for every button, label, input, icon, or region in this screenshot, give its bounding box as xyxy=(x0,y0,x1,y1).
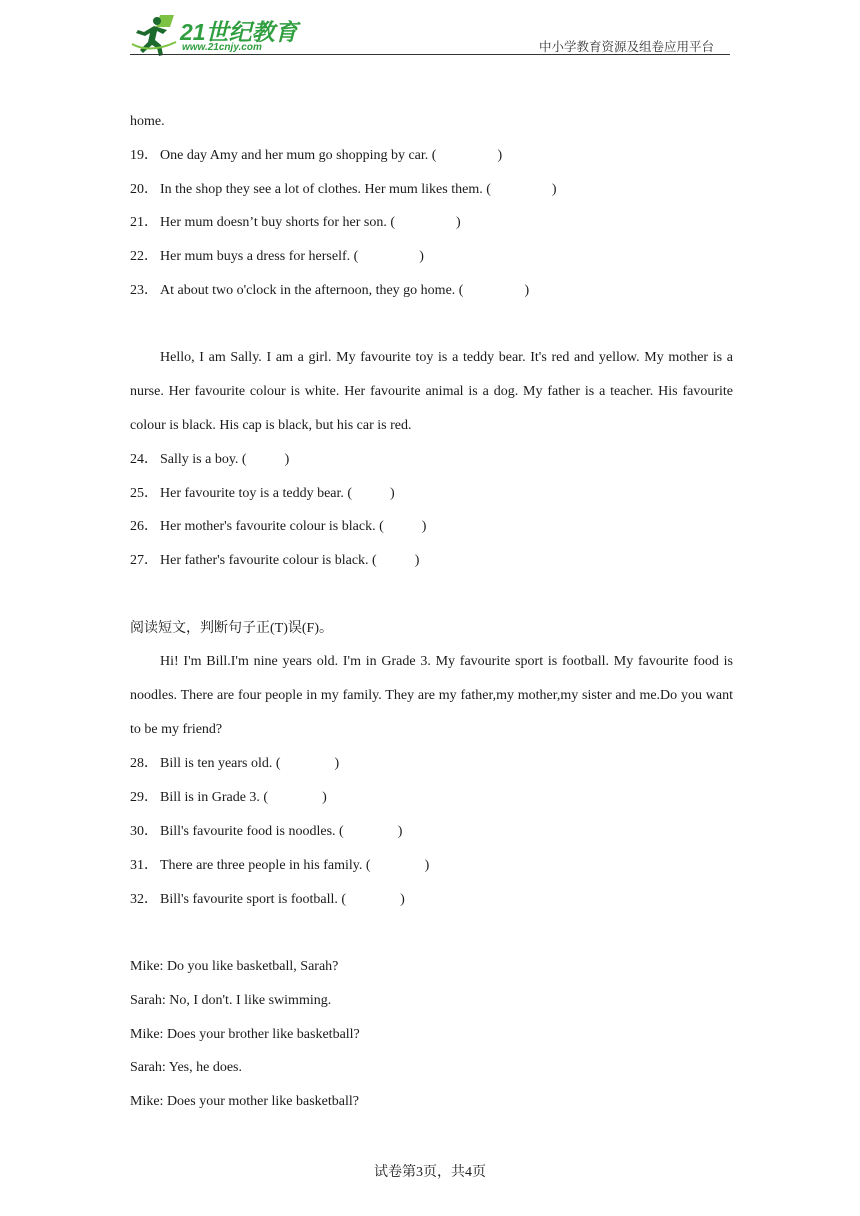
reading-passage-sally xyxy=(130,341,733,443)
passage-continuation: home. xyxy=(130,114,165,129)
paren-close: ) xyxy=(551,182,557,197)
question-text: Sally is a boy. ( xyxy=(160,452,247,467)
question-28 xyxy=(130,755,339,773)
question-text: At about two o'clock in the afternoon, they go home. ( xyxy=(160,283,464,298)
paren-close: ) xyxy=(421,519,427,534)
question-number: 23． xyxy=(130,283,158,298)
question-text: Bill is in Grade 3. ( xyxy=(160,790,269,805)
question-25 xyxy=(130,485,395,503)
page-footer: 试卷第3页，共4页 xyxy=(374,1165,486,1180)
question-number: 30． xyxy=(130,824,158,839)
question-text: Bill's favourite food is noodles. ( xyxy=(160,824,344,839)
question-text: One day Amy and her mum go shopping by car. ( xyxy=(160,148,437,163)
dialogue-line: Sarah: No, I don't. I like swimming. xyxy=(130,993,332,1008)
paren-close: ) xyxy=(456,215,461,230)
question-27 xyxy=(130,552,419,570)
question-number: 24． xyxy=(130,452,158,467)
question-24 xyxy=(130,451,289,469)
question-30 xyxy=(130,823,402,841)
dialogue-line: Mike: Does your brother like basketball? xyxy=(130,1027,360,1042)
question-text: Her mum buys a dress for herself. ( xyxy=(160,249,359,264)
dialogue-line: Mike: Does your mother like basketball? xyxy=(130,1094,359,1109)
passage-text: Hello, I am Sally. I am a girl. My favourite toy is a teddy bear. It's red and yellow. My mother is a nurse. Her favourite colour is white. Her favourite animal is a dog. My father is a teacher. His favourite colour is black. His cap is black, but his car is red. xyxy=(130,350,733,433)
question-text: Bill's favourite sport is football. ( xyxy=(160,892,347,907)
question-26 xyxy=(130,518,426,536)
paren-close: ) xyxy=(524,283,530,298)
question-20 xyxy=(130,181,557,199)
logo xyxy=(130,12,305,56)
paren-close: ) xyxy=(424,858,430,873)
question-23 xyxy=(130,282,529,300)
passage-text: Hi! I'm Bill.I'm nine years old. I'm in Grade 3. My favourite sport is football. My favourite food is noodles. There are four people in my family. They are my father,my mother,my sister and me.Do you want to be my friend? xyxy=(130,654,733,737)
dialogue-line: Mike: Do you like basketball, Sarah? xyxy=(130,959,339,974)
question-text: Bill is ten years old. ( xyxy=(160,756,281,771)
reading-passage-bill xyxy=(130,645,733,747)
question-text: Her mother's favourite colour is black. ( xyxy=(160,519,384,534)
paren-close: ) xyxy=(390,486,395,501)
question-22 xyxy=(130,248,424,266)
question-number: 20． xyxy=(130,182,158,197)
question-number: 32． xyxy=(130,892,158,907)
section-instruction: 阅读短文，判断句子正(T)误(F)。 xyxy=(130,621,333,636)
paren-close: ) xyxy=(414,553,420,568)
question-number: 31． xyxy=(130,858,158,873)
header-divider xyxy=(130,54,730,55)
question-number: 27． xyxy=(130,553,158,568)
paren-close: ) xyxy=(284,452,290,467)
paren-close: ) xyxy=(419,249,424,264)
runner-logo-icon xyxy=(130,12,180,56)
question-number: 28． xyxy=(130,756,158,771)
platform-label: 中小学教育资源及组卷应用平台 xyxy=(538,40,714,54)
logo-url: www.21cnjy.com xyxy=(182,42,262,53)
paren-close: ) xyxy=(400,892,405,907)
paren-close: ) xyxy=(322,790,327,805)
question-text: There are three people in his family. ( xyxy=(160,858,371,873)
question-21 xyxy=(130,214,461,232)
question-number: 29． xyxy=(130,790,158,805)
question-number: 26． xyxy=(130,519,158,534)
dialogue-line: Sarah: Yes, he does. xyxy=(130,1060,242,1075)
question-text: Her father's favourite colour is black. ( xyxy=(160,553,377,568)
logo-title: 21世纪教育 xyxy=(180,19,298,45)
question-text: Her mum doesn’t buy shorts for her son. ( xyxy=(160,215,395,230)
question-31 xyxy=(130,857,429,875)
question-29 xyxy=(130,789,327,807)
question-19 xyxy=(130,147,502,165)
question-number: 22． xyxy=(130,249,158,264)
paren-close: ) xyxy=(397,824,403,839)
question-number: 25． xyxy=(130,486,158,501)
paren-close: ) xyxy=(334,756,340,771)
question-text: Her favourite toy is a teddy bear. ( xyxy=(160,486,353,501)
page-header xyxy=(130,10,730,56)
question-number: 19． xyxy=(130,148,158,163)
question-32 xyxy=(130,891,405,909)
paren-close: ) xyxy=(497,148,503,163)
question-text: In the shop they see a lot of clothes. Her mum likes them. ( xyxy=(160,182,491,197)
question-number: 21． xyxy=(130,215,158,230)
